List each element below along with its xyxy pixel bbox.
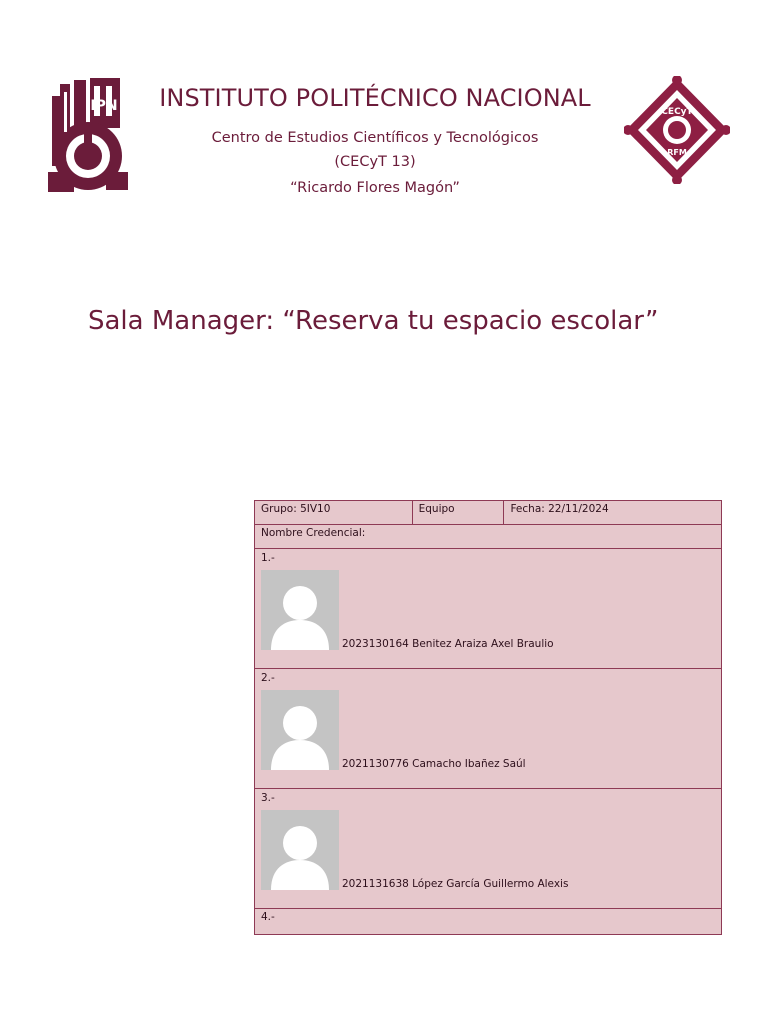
table-row bbox=[255, 789, 722, 909]
member-cell bbox=[255, 549, 722, 669]
cecyt-logo-text: CECyT bbox=[661, 107, 693, 117]
member-index: 4.- bbox=[255, 909, 722, 935]
document-title: Sala Manager: “Reserva tu espacio escolar” bbox=[88, 306, 659, 336]
fecha-cell: Fecha: 22/11/2024 bbox=[504, 501, 722, 525]
member-index: 2.- bbox=[261, 672, 275, 684]
table-header-row bbox=[255, 501, 722, 525]
document-header bbox=[140, 84, 610, 196]
institute-title: INSTITUTO POLITÉCNICO NACIONAL bbox=[159, 84, 591, 112]
team-info-table bbox=[254, 500, 722, 935]
member-cell bbox=[255, 669, 722, 789]
member-index: 3.- bbox=[261, 792, 275, 804]
school-name: “Ricardo Flores Magón” bbox=[290, 180, 460, 196]
cecyt-logo bbox=[624, 76, 730, 184]
table-row bbox=[255, 549, 722, 669]
center-code: (CECyT 13) bbox=[334, 154, 416, 170]
member-name: 2021131638 López García Guillermo Alexis bbox=[342, 878, 569, 890]
table-row bbox=[255, 669, 722, 789]
ipn-logo-text: IPN bbox=[90, 98, 118, 114]
member-name: 2023130164 Benitez Araiza Axel Braulio bbox=[342, 638, 554, 650]
avatar-placeholder-icon bbox=[261, 810, 339, 890]
center-full-name: Centro de Estudios Científicos y Tecnológicos bbox=[211, 130, 539, 146]
credential-label-row bbox=[255, 525, 722, 549]
avatar-placeholder-icon bbox=[261, 570, 339, 650]
center-name bbox=[140, 126, 610, 174]
avatar-placeholder-icon bbox=[261, 690, 339, 770]
member-cell bbox=[255, 789, 722, 909]
credential-label: Nombre Credencial: bbox=[255, 525, 722, 549]
equipo-cell: Equipo bbox=[412, 501, 504, 525]
grupo-cell: Grupo: 5IV10 bbox=[255, 501, 413, 525]
cecyt-logo-sub: RFM bbox=[667, 148, 687, 157]
member-name: 2021130776 Camacho Ibañez Saúl bbox=[342, 758, 526, 770]
ipn-logo bbox=[44, 76, 132, 196]
member-index: 1.- bbox=[261, 552, 275, 564]
table-row bbox=[255, 909, 722, 935]
